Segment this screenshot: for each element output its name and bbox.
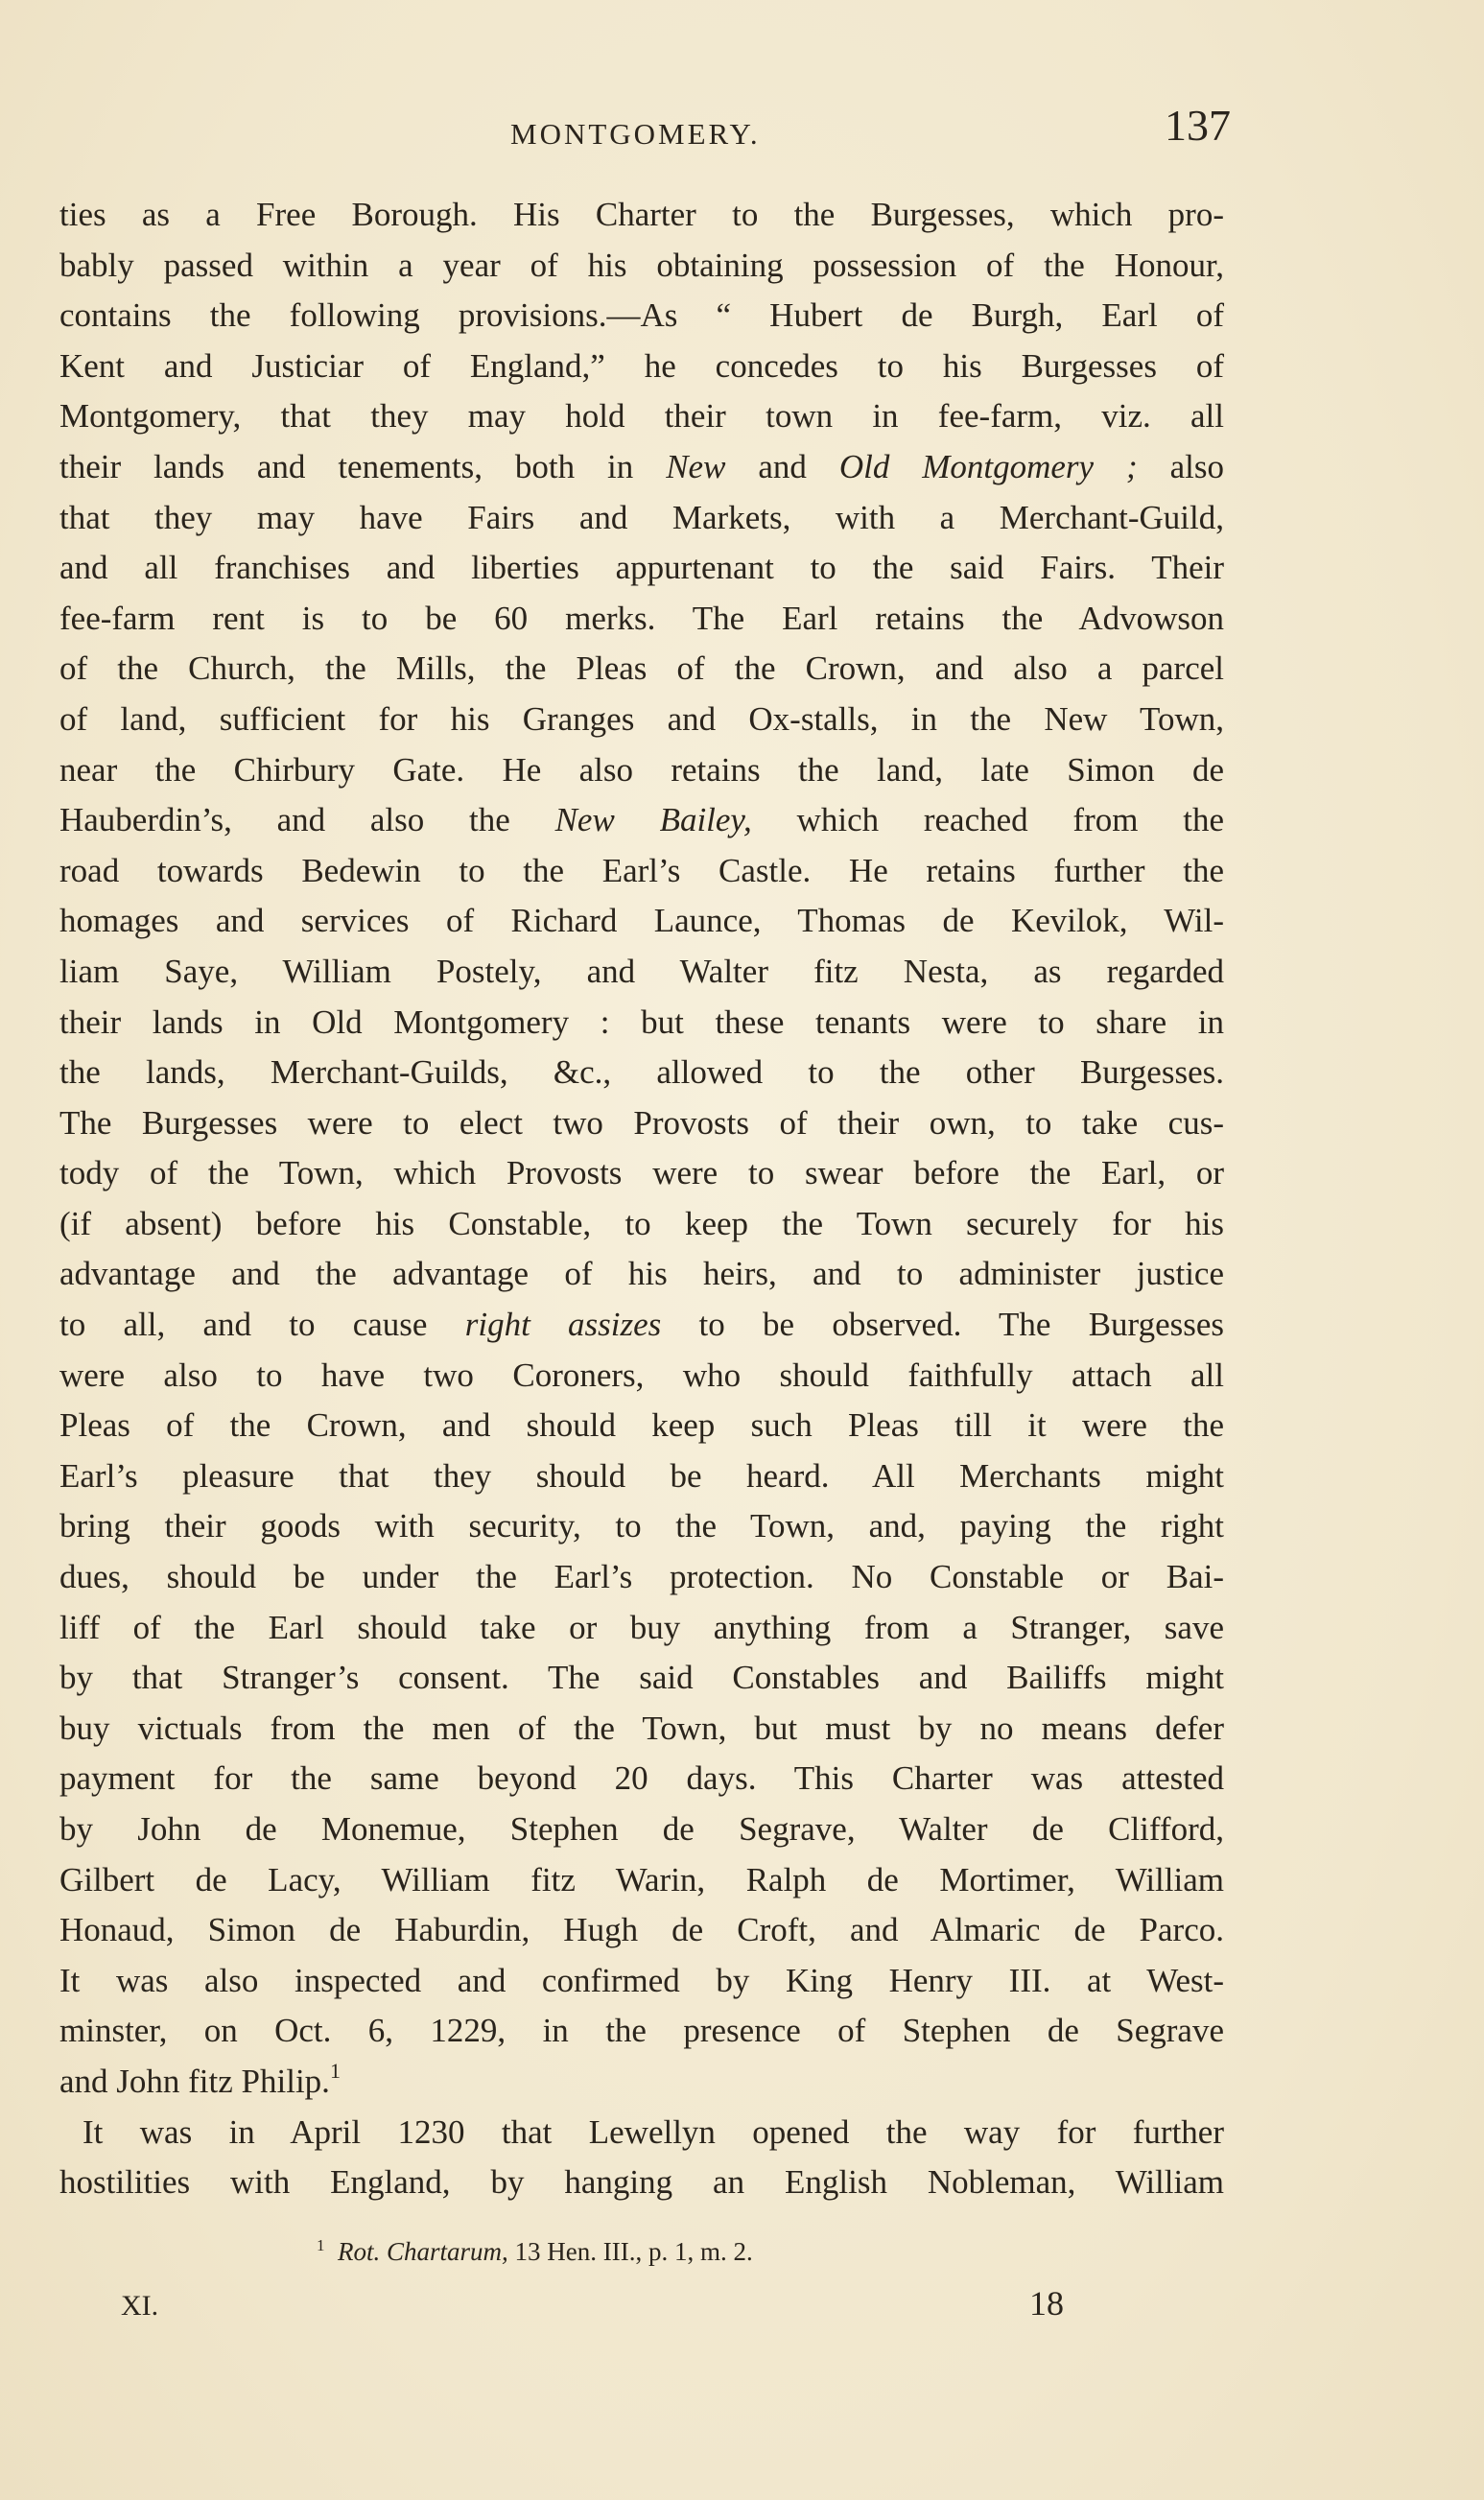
text-segment: ties as a Free Borough. His Charter to the Burgesses, which pro- [59,196,1224,233]
text-line [59,846,1224,897]
italic-segment: New [666,447,726,485]
text-line [59,1501,1224,1552]
text-segment: were also to have two Coroners, who should faithfully attach all [59,1356,1224,1394]
signature-mark: XI. [121,2290,159,2322]
text-line [59,1603,1224,1654]
text-segment: liff of the Earl should take or buy anything from a Stranger, save [59,1608,1224,1646]
text-line [59,998,1224,1049]
text-line [59,1199,1224,1250]
text-line [59,1249,1224,1300]
text-segment: of the Church, the Mills, the Pleas of the Crown, and also a parcel [59,649,1224,688]
text-segment: which reached from the [751,801,1224,839]
footnote [317,2237,753,2267]
page-number: 137 [1165,101,1231,150]
text-line [59,442,1224,493]
text-segment: their lands in Old Montgomery : but these tenants were to share in [59,1002,1224,1041]
text-line [59,2006,1224,2057]
text-segment: Montgomery, that they may hold their town in fee-farm, viz. all [59,397,1224,436]
text-line [59,2108,1224,2158]
text-segment: payment for the same beyond 20 days. This Charter was attested [59,1759,1224,1798]
text-line [59,947,1224,998]
text-line [59,1148,1224,1199]
text-segment: their lands and tenements, both in [59,447,667,485]
text-line [59,1804,1224,1855]
italic-segment: right assizes [464,1306,662,1344]
text-line [59,1704,1224,1755]
footnote-citation: 13 Hen. III., p. 1, m. 2. [507,2237,753,2266]
footnote-source: Rot. Chartarum, [338,2237,508,2266]
italic-segment: Old Montgomery ; [838,447,1138,485]
running-head [59,100,1231,157]
running-title: MONTGOMERY. [510,117,761,151]
text-line [59,1098,1224,1149]
text-line [59,1300,1224,1351]
text-segment: The Burgesses were to elect two Provosts of their own, to take cus- [59,1103,1224,1142]
text-segment: It was in April 1230 that Lewellyn opened the way for further [82,2112,1224,2151]
text-line [59,1048,1224,1098]
text-segment: bably passed within a year of his obtaining possession of the Honour, [59,246,1224,284]
text-segment: Gilbert de Lacy, William fitz Warin, Ralph de Mortimer, William [59,1860,1224,1899]
text-segment: homages and services of Richard Launce, Thomas de Kevilok, Wil- [59,902,1224,940]
text-line [59,543,1224,594]
text-segment: liam Saye, William Postely, and Walter fitz Nesta, as regarded [59,952,1224,990]
italic-segment: New Bailey, [554,801,752,839]
gathering-number: 18 [1029,2284,1064,2323]
text-line [59,493,1224,544]
text-segment: road towards Bedewin to the Earl’s Castle. He retains further the [59,851,1224,889]
text-line [59,1401,1224,1451]
text-segment: of land, sufficient for his Granges and Ox-stalls, in the New Town, [59,699,1224,738]
text-line [59,1956,1224,2007]
text-segment: fee-farm rent is to be 60 merks. The Earl retains the Advowson [59,599,1224,637]
text-segment: (if absent) before his Constable, to keep the Town securely for his [59,1204,1224,1242]
text-segment: and all franchises and liberties appurtenant to the said Fairs. Their [59,549,1224,587]
text-line [59,190,1224,241]
text-segment: Hauberdin’s, and also the [59,801,555,839]
text-segment: minster, on Oct. 6, 1229, in the presence of Stephen de Segrave [59,2012,1224,2050]
text-segment: and John fitz Philip. [59,2062,330,2100]
text-segment: the lands, Merchant-Guilds, &c., allowed to the other Burgesses. [59,1053,1224,1092]
text-line [59,795,1224,846]
text-line [59,594,1224,645]
text-segment: contains the following provisions.—As “ Hubert de Burgh, Earl of [59,296,1224,335]
text-segment: and [725,447,839,485]
text-segment: near the Chirbury Gate. He also retains the land, late Simon de [59,750,1224,789]
text-segment: dues, should be under the Earl’s protection. No Constable or Bai- [59,1558,1224,1596]
text-segment: hostilities with England, by hanging an English Nobleman, William [59,2163,1224,2202]
text-line [59,745,1224,796]
text-line [59,1855,1224,1906]
text-segment: to all, and to cause [59,1306,465,1344]
text-segment: also [1137,447,1224,485]
text-line [59,1351,1224,1402]
text-line [59,2057,1224,2108]
footnote-reference: 1 [329,2058,341,2083]
text-line [59,1653,1224,1704]
text-segment: advantage and the advantage of his heirs, and to administer justice [59,1255,1224,1293]
text-segment: Kent and Justiciar of England,” he concedes to his Burgesses of [59,346,1224,385]
text-segment: It was also inspected and confirmed by King Henry III. at West- [59,1961,1224,1999]
text-segment: by John de Monemue, Stephen de Segrave, Walter de Clifford, [59,1810,1224,1848]
text-line [59,2158,1224,2208]
text-segment: to be observed. The Burgesses [661,1306,1225,1344]
text-line [59,391,1224,442]
text-segment: Pleas of the Crown, and should keep such Pleas till it were the [59,1406,1224,1445]
text-line [59,1552,1224,1603]
text-segment: that they may have Fairs and Markets, with a Merchant-Guild, [59,498,1224,536]
text-line [59,1451,1224,1502]
text-line [59,342,1224,392]
text-line [59,644,1224,695]
text-segment: bring their goods with security, to the Town, and, paying the right [59,1507,1224,1545]
text-segment: by that Stranger’s consent. The said Constables and Bailiffs might [59,1659,1224,1697]
text-segment: tody of the Town, which Provosts were to swear before the Earl, or [59,1154,1224,1192]
text-line [59,241,1224,292]
text-segment: buy victuals from the men of the Town, but must by no means defer [59,1709,1224,1747]
text-line [59,896,1224,947]
text-line [59,291,1224,342]
text-line [59,1754,1224,1804]
text-line [59,695,1224,745]
body-text [59,190,1224,2208]
footnote-marker: 1 [317,2236,325,2254]
text-line [59,1905,1224,1956]
text-segment: Earl’s pleasure that they should be heard. All Merchants might [59,1456,1224,1495]
text-segment: Honaud, Simon de Haburdin, Hugh de Croft, and Almaric de Parco. [59,1911,1224,1949]
